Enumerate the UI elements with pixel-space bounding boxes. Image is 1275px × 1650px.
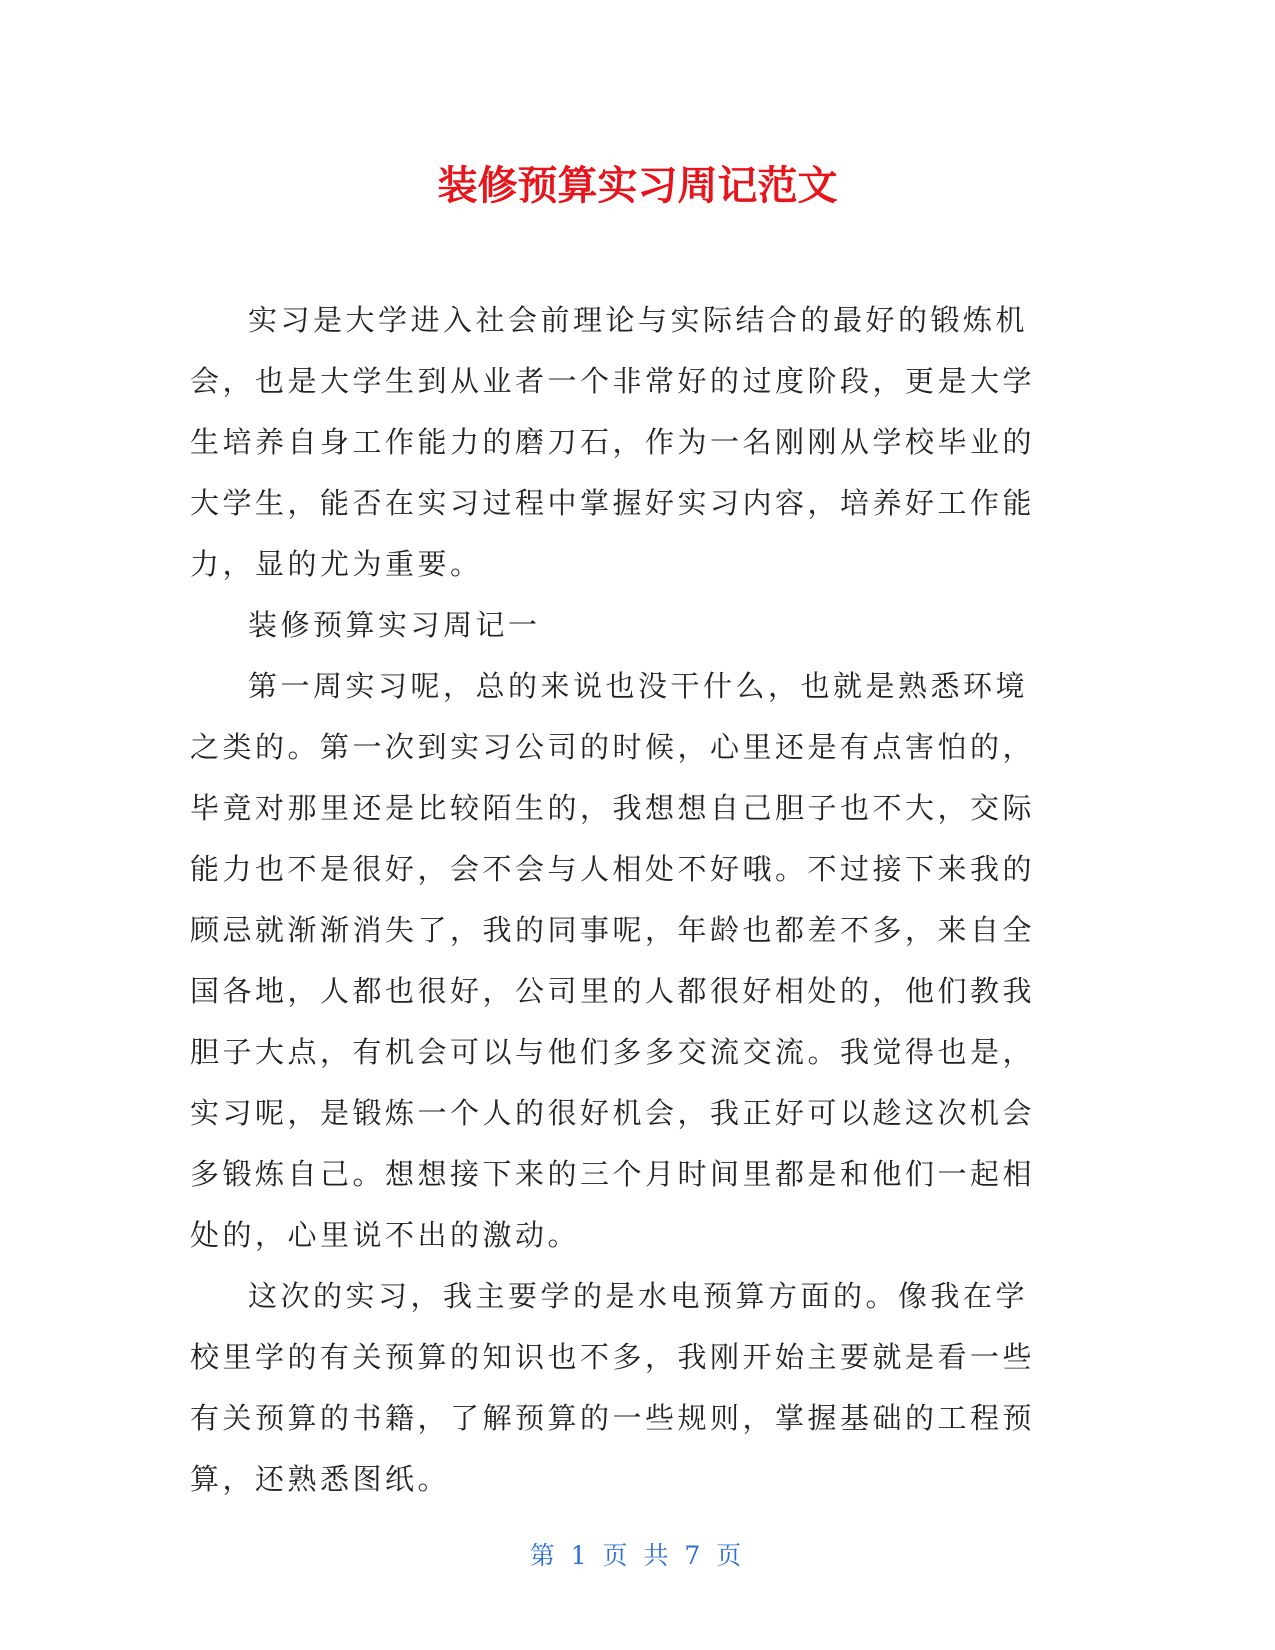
paragraph-week-one: 第一周实习呢，总的来说也没干什么，也就是熟悉环境之类的。第一次到实习公司的时候，心里还是有点害怕的，毕竟对那里还是比较陌生的，我想想自己胆子也不大，交际能力也不是很好，会不会与人相处不好哦。不过接下来我的顾忌就渐渐消失了，我的同事呢，年龄也都差不多，来自全国各地，人都也很好，公司里的人都很好相处的，他们教我胆子大点，有机会可以与他们多多交流交流。我觉得也是，实习呢，是锻炼一个人的很好机会，我正好可以趁这次机会多锻炼自己。想想接下来的三个月时间里都是和他们一起相处的，心里说不出的激动。 (190, 669, 1036, 1252)
paragraph-intro: 实习是大学进入社会前理论与实际结合的最好的锻炼机会，也是大学生到从业者一个非常好的过度阶段，更是大学生培养自身工作能力的磨刀石，作为一名刚刚从学校毕业的大学生，能否在实习过程中掌握好实习内容，培养好工作能力，显的尤为重要。 (190, 303, 1036, 581)
paragraph-internship-focus: 这次的实习，我主要学的是水电预算方面的。像我在学校里学的有关预算的知识也不多，我刚开始主要就是看一些有关预算的书籍，了解预算的一些规则，掌握基础的工程预算，还熟悉图纸。 (190, 1279, 1036, 1496)
document-body (190, 290, 1060, 1510)
page-footer: 第 1 页 共 7 页 (529, 1541, 746, 1570)
document-title: 装修预算实习周记范文 (437, 163, 838, 209)
section-heading: 装修预算实习周记一 (248, 608, 541, 642)
